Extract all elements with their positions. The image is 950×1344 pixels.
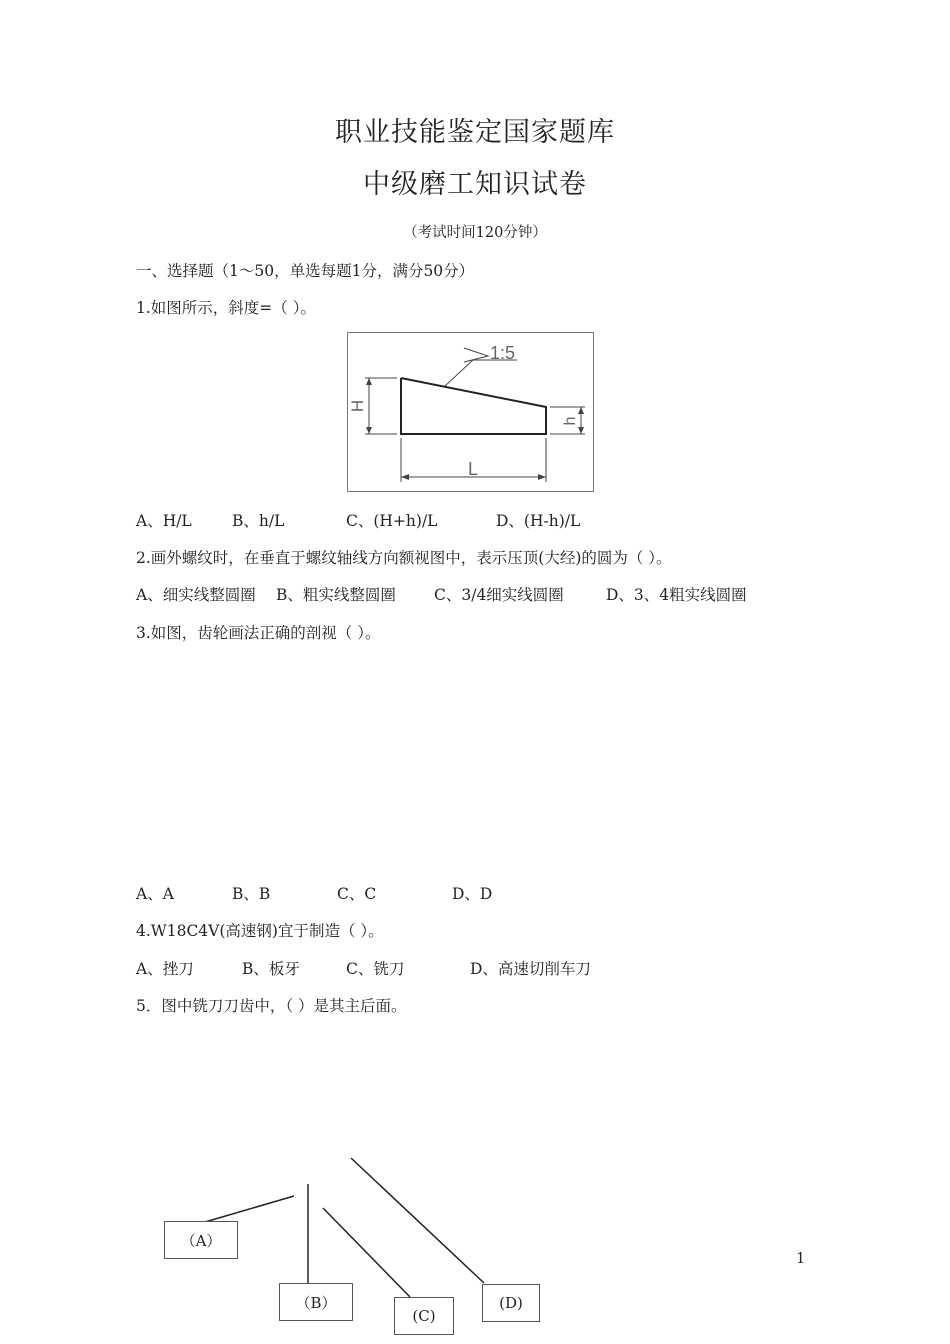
- q4-option-a: A、挫刀: [136, 960, 194, 978]
- page-title: 职业技能鉴定国家题库: [335, 117, 615, 148]
- q1-option-d: D、(H-h)/L: [496, 512, 581, 530]
- q2-option-d: D、3、4粗实线圆圈: [606, 586, 747, 604]
- page-number: 1: [796, 1251, 806, 1267]
- dim-H-label: [348, 400, 367, 412]
- exam-time: （考试时间120分钟）: [403, 225, 547, 241]
- label-a-box: （A）: [164, 1221, 238, 1259]
- svg-text:h: h: [562, 416, 579, 426]
- q2-option-c: C、3/4细实线圆圈: [434, 586, 564, 604]
- label-d-box: (D): [482, 1284, 540, 1322]
- taper-figure: [347, 332, 594, 492]
- page-subtitle: 中级磨工知识试卷: [363, 169, 587, 200]
- q1-option-a: A、H/L: [136, 512, 192, 530]
- q3-option-b: B、B: [232, 885, 271, 903]
- q3-option-c: C、C: [337, 885, 377, 903]
- q4-option-d: D、高速切削车刀: [470, 960, 591, 978]
- q4-option-b: B、板牙: [242, 960, 300, 978]
- label-c-box: (C): [394, 1297, 454, 1335]
- q3-option-d: D、D: [452, 885, 493, 903]
- q1-option-b: B、h/L: [232, 512, 285, 530]
- q1-option-c: C、(H+h)/L: [346, 512, 438, 530]
- q2-option-a: A、细实线整圆圈: [136, 586, 256, 604]
- dim-h-label: [562, 417, 579, 426]
- taper-ratio-label: [490, 343, 515, 363]
- dim-L-label: [468, 459, 478, 479]
- svg-text:H: H: [348, 399, 367, 413]
- question-5-stem: 5．图中铣刀刀齿中，（ ）是其主后面。: [136, 997, 407, 1015]
- question-4-stem: 4.W18C4V(高速钢)宜于制造（ ）。: [136, 922, 384, 940]
- q3-option-a: A、A: [136, 885, 174, 903]
- section-heading: 一、选择题（1～50，单选每题1分，满分50分）: [136, 262, 475, 280]
- question-3-stem: 3.如图，齿轮画法正确的剖视（ ）。: [136, 624, 381, 642]
- q2-option-b: B、粗实线整圆圈: [276, 586, 396, 604]
- question-1-stem: 1.如图所示，斜度=（ ）。: [136, 299, 316, 317]
- svg-text:1:5: 1:5: [490, 343, 516, 363]
- q4-option-c: C、铣刀: [346, 960, 405, 978]
- label-b-box: （B）: [279, 1283, 353, 1321]
- svg-text:L: L: [467, 459, 479, 479]
- question-2-stem: 2.画外螺纹时，在垂直于螺纹轴线方向额视图中，表示压顶(大经)的圆为（ ）。: [136, 549, 672, 567]
